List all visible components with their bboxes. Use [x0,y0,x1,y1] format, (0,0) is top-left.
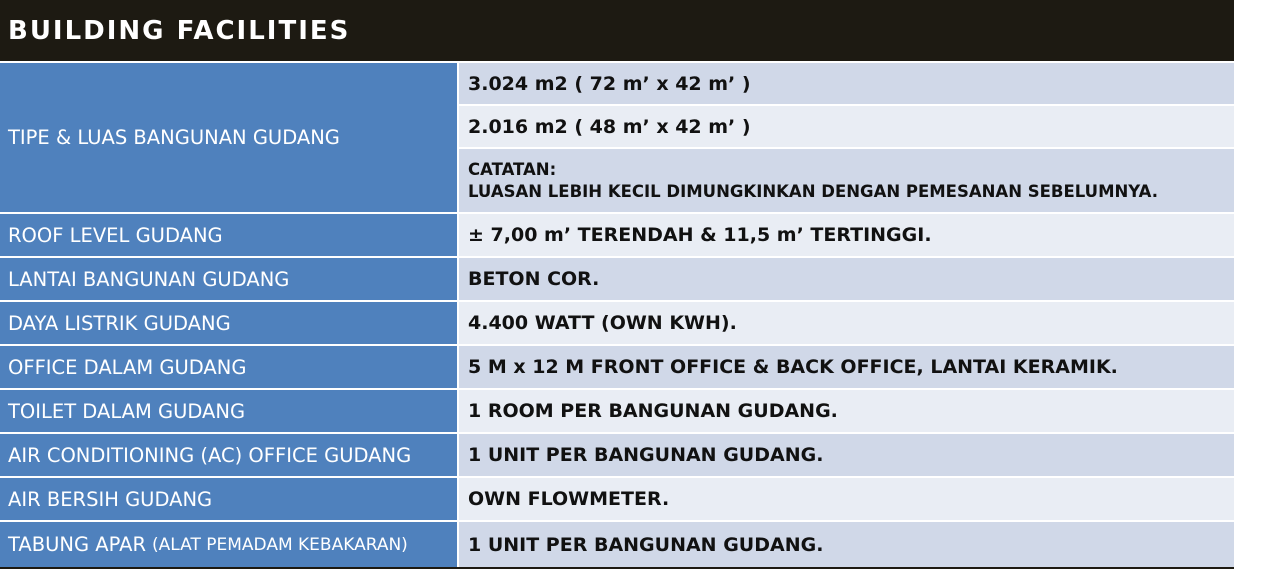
apar-label-small: (ALAT PEMADAM KEBAKARAN) [152,534,408,555]
row-label-lantai: LANTAI BANGUNAN GUDANG [0,258,459,302]
note-title: CATATAN: [468,159,557,179]
row-value-ac: 1 UNIT PER BANGUNAN GUDANG. [459,434,1234,478]
row-label-roof: ROOF LEVEL GUDANG [0,214,459,258]
row-value-tipe-note [459,149,1234,214]
row-label-ac: AIR CONDITIONING (AC) OFFICE GUDANG [0,434,459,478]
apar-label-main: TABUNG APAR [8,533,147,556]
row-label-office: OFFICE DALAM GUDANG [0,346,459,390]
row-value-toilet: 1 ROOM PER BANGUNAN GUDANG. [459,390,1234,434]
facilities-table [0,63,1234,569]
row-value-lantai: BETON COR. [459,258,1234,302]
row-value-tipe-2: 2.016 m2 ( 48 m’ x 42 m’ ) [459,106,1234,149]
row-value-apar: 1 UNIT PER BANGUNAN GUDANG. [459,522,1234,569]
row-value-daya: 4.400 WATT (OWN KWH). [459,302,1234,346]
page-title: BUILDING FACILITIES [8,16,351,46]
row-label-tipe: TIPE & LUAS BANGUNAN GUDANG [0,63,459,214]
header-bar [0,0,1234,61]
row-label-daya: DAYA LISTRIK GUDANG [0,302,459,346]
row-value-office: 5 M x 12 M FRONT OFFICE & BACK OFFICE, LANTAI KERAMIK. [459,346,1234,390]
row-value-tipe-1: 3.024 m2 ( 72 m’ x 42 m’ ) [459,63,1234,106]
row-label-apar [0,522,459,569]
row-value-air: OWN FLOWMETER. [459,478,1234,522]
row-value-roof: ± 7,00 m’ TERENDAH & 11,5 m’ TERTINGGI. [459,214,1234,258]
row-label-toilet: TOILET DALAM GUDANG [0,390,459,434]
row-label-air: AIR BERSIH GUDANG [0,478,459,522]
note-text: LUASAN LEBIH KECIL DIMUNGKINKAN DENGAN PEMESANAN SEBELUMNYA. [468,181,1159,201]
